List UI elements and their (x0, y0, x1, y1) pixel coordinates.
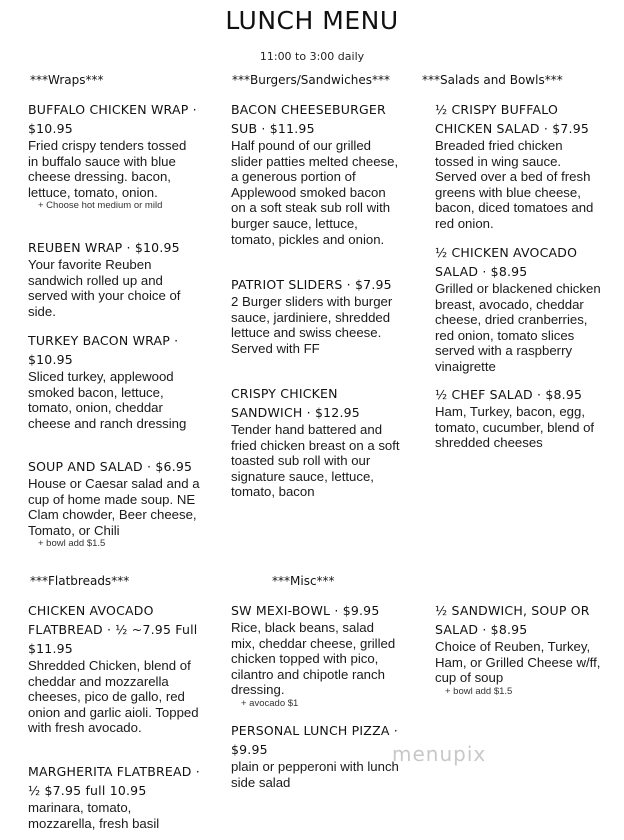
item-description: marinara, tomato, mozzarella, fresh basil (28, 800, 160, 831)
item-name: ½ SANDWICH, SOUP OR SALAD · $8.95 (435, 603, 590, 637)
section-flatbreads: ***Flatbreads*** (30, 574, 130, 588)
menu-item-buffalo-salad (435, 100, 605, 232)
menu-item-crispy-chicken (231, 384, 401, 500)
menu-item-avocado-flatbread (28, 601, 200, 736)
item-note: + avocado $1 (241, 697, 299, 709)
item-description: Breaded fried chicken tossed in wing sauce. Served over a bed of fresh greens with blue cheese, bacon, diced tomatoes and red onion. (435, 138, 594, 231)
menu-item-reuben-wrap (28, 238, 200, 319)
item-name: SOUP AND SALAD · $6.95 (28, 459, 193, 474)
item-note: + Choose hot medium or mild (38, 200, 163, 212)
item-name: TURKEY BACON WRAP · $10.95 (28, 333, 179, 367)
menu-item-soup-salad (28, 457, 200, 550)
item-name: BACON CHEESEBURGER SUB · $11.95 (231, 102, 386, 136)
item-description: Half pound of our grilled slider patties melted cheese, a generous portion of Applewood smoked bacon on a soft steak sub roll with burger sauce, lettuce, tomato, pickles and onion. (231, 138, 399, 247)
item-description: Rice, black beans, salad mix, cheddar cheese, grilled chicken topped with pico, cilantro and chipotle ranch dressing. (231, 620, 396, 698)
item-name: ½ CHICKEN AVOCADO SALAD · $8.95 (435, 245, 578, 279)
item-description: 2 Burger sliders with burger sauce, jardiniere, shredded lettuce and swiss cheese. Served with FF (231, 294, 393, 356)
item-description: plain or pepperoni with lunch side salad (231, 759, 399, 790)
menu-item-patriot-sliders (231, 275, 401, 356)
item-note: + bowl add $1.5 (445, 685, 513, 697)
section-burgers: ***Burgers/Sandwiches*** (232, 73, 390, 87)
item-name: SW MEXI-BOWL · $9.95 (231, 603, 380, 618)
item-description: House or Caesar salad and a cup of home made soup. NE Clam chowder, Beer cheese, Tomato, or Chili (28, 476, 200, 538)
menu-item-lunch-pizza (231, 721, 401, 790)
item-name: PATRIOT SLIDERS · $7.95 (231, 277, 392, 292)
item-description: Grilled or blackened chicken breast, avocado, cheddar cheese, dried cranberries, red onion, tomato slices served with a raspberry vinaigrette (435, 281, 601, 374)
item-name: CRISPY CHICKEN SANDWICH · $12.95 (231, 386, 360, 420)
item-name: MARGHERITA FLATBREAD · ½ $7.95 full 10.95 (28, 764, 200, 798)
item-name: CHICKEN AVOCADO FLATBREAD · ½ ~7.95 Full $11.95 (28, 603, 198, 656)
menu-item-mexi-bowl (231, 601, 401, 710)
menu-item-avocado-salad (435, 243, 607, 375)
menu-item-sandwich-soup-salad (435, 601, 607, 698)
item-name: ½ CRISPY BUFFALO CHICKEN SALAD · $7.95 (435, 102, 590, 136)
item-note: + bowl add $1.5 (38, 538, 106, 550)
menu-item-buffalo-wrap (28, 100, 198, 212)
item-name: PERSONAL LUNCH PIZZA · $9.95 (231, 723, 398, 757)
section-wraps: ***Wraps*** (30, 73, 104, 87)
item-description: Fried crispy tenders tossed in buffalo sauce with blue cheese dressing. bacon, lettuce, tomato, onion. (28, 138, 187, 200)
item-name: ½ CHEF SALAD · $8.95 (435, 387, 583, 402)
menu-title: LUNCH MENU (225, 6, 399, 35)
menu-item-margherita (28, 762, 200, 831)
item-description: Sliced turkey, applewood smoked bacon, lettuce, tomato, onion, cheddar cheese and ranch dressing (28, 369, 187, 431)
item-description: Choice of Reuben, Turkey, Ham, or Grilled Cheese w/ff, cup of soup (435, 639, 601, 686)
item-description: Shredded Chicken, blend of cheddar and mozzarella cheeses, pico de gallo, red onion and garlic aioli. Topped with fresh avocado. (28, 658, 199, 736)
item-name: BUFFALO CHICKEN WRAP · $10.95 (28, 102, 197, 136)
menu-item-turkey-wrap (28, 331, 198, 431)
menu-item-bacon-cheeseburger (231, 100, 401, 247)
section-misc: ***Misc*** (272, 574, 335, 588)
hours-text: 11:00 to 3:00 daily (259, 50, 365, 63)
item-description: Your favorite Reuben sandwich rolled up and served with your choice of side. (28, 257, 181, 319)
item-description: Tender hand battered and fried chicken breast on a soft toasted sub roll with our signature sauce, lettuce, tomato, bacon (231, 422, 400, 500)
item-name: REUBEN WRAP · $10.95 (28, 240, 180, 255)
item-description: Ham, Turkey, bacon, egg, tomato, cucumber, blend of shredded cheeses (435, 404, 595, 451)
watermark-logo: menupix (392, 742, 487, 766)
section-salads: ***Salads and Bowls*** (422, 73, 563, 87)
menu-item-chef-salad (435, 385, 605, 451)
